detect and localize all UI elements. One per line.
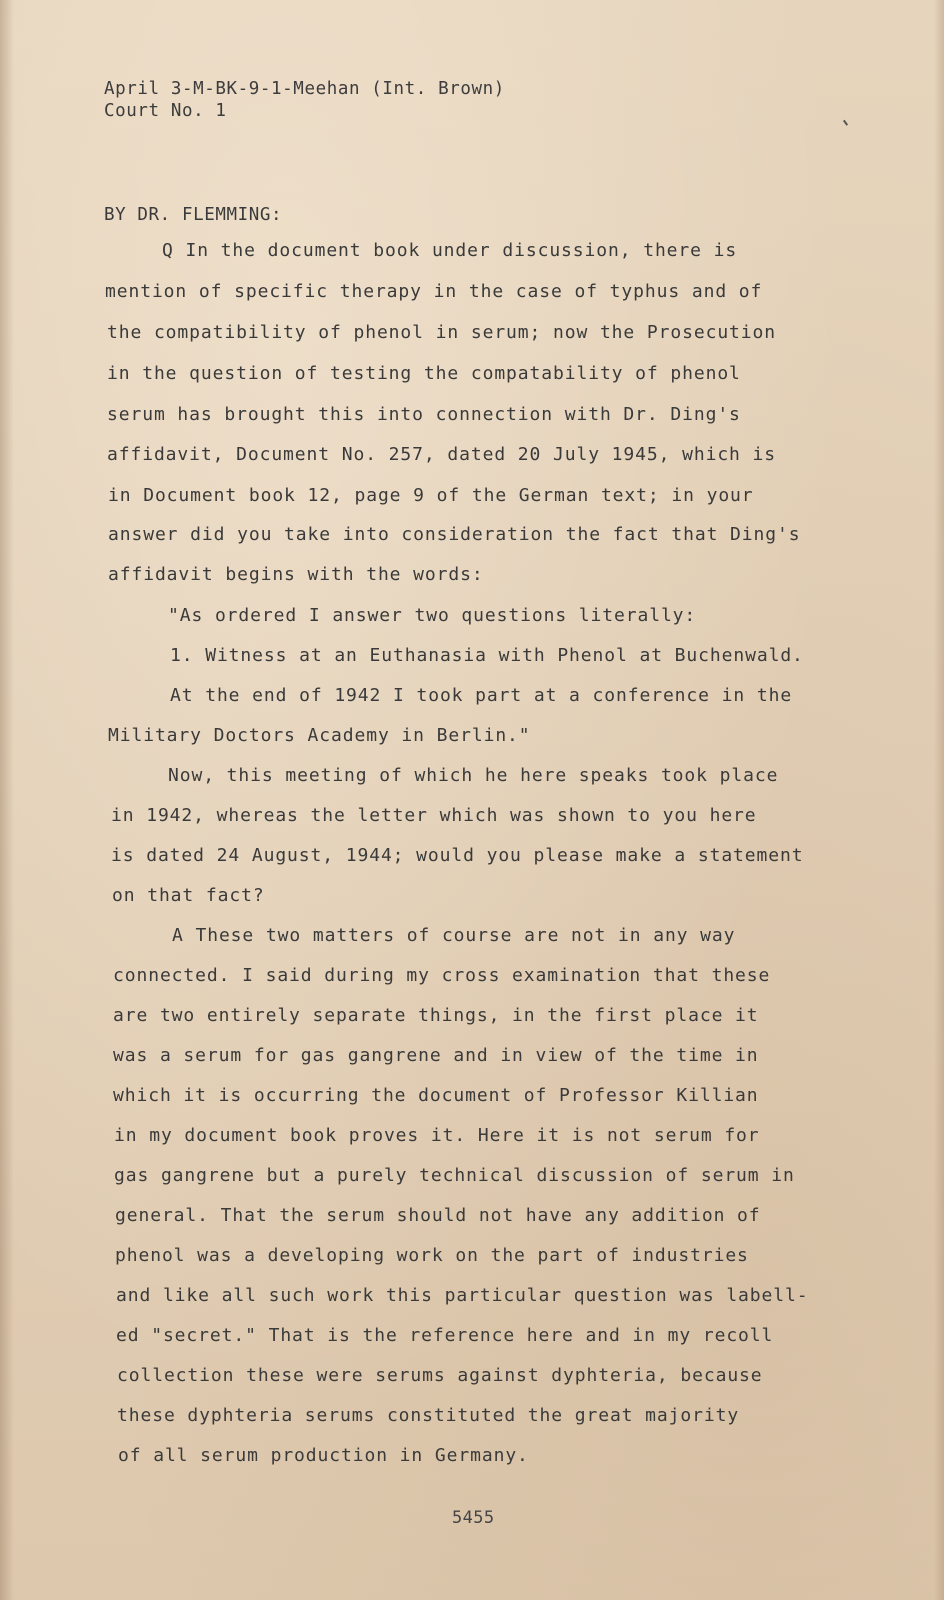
body-line: serum has brought this into connection with Dr. Ding's [107, 404, 741, 425]
body-line: mention of specific therapy in the case of typhus and of [105, 281, 763, 302]
answer-line: ed "secret." That is the reference here and in my recoll [116, 1325, 774, 1346]
answer-line: gas gangrene but a purely technical discussion of serum in [114, 1165, 795, 1186]
answer-line: of all serum production in Germany. [118, 1445, 529, 1466]
answer-line: collection these were serums against dyphteria, because [117, 1365, 763, 1386]
answer-line: connected. I said during my cross examination that these [113, 965, 771, 986]
body-line: in Document book 12, page 9 of the German text; in your [108, 485, 754, 506]
body-line: affidavit, Document No. 257, dated 20 July 1945, which is [107, 444, 777, 465]
answer-line: in my document book proves it. Here it is not serum for [114, 1125, 760, 1146]
speaker-label: BY DR. FLEMMING: [104, 205, 283, 225]
body-line: Q In the document book under discussion, there is [162, 240, 738, 261]
page-number: 5455 [452, 1508, 495, 1528]
quote-line: At the end of 1942 I took part at a conference in the [170, 685, 793, 706]
document-header [104, 78, 505, 122]
header-line-2: Court No. 1 [104, 101, 227, 121]
answer-line: which it is occurring the document of Professor Killian [113, 1085, 759, 1106]
body-line: affidavit begins with the words: [108, 564, 484, 585]
margin-tick-mark [843, 116, 853, 126]
answer-line: and like all such work this particular question was labell- [116, 1285, 809, 1306]
header-line-1: April 3-M-BK-9-1-Meehan (Int. Brown) [104, 79, 505, 99]
body-line: Now, this meeting of which he here speaks took place [168, 765, 779, 786]
body-line: on that fact? [112, 885, 265, 906]
right-edge-shadow [934, 0, 944, 1600]
quote-line: 1. Witness at an Euthanasia with Phenol at Buchenwald. [170, 645, 804, 666]
answer-line: phenol was a developing work on the part of industries [115, 1245, 749, 1266]
answer-line: A These two matters of course are not in any way [172, 925, 736, 946]
answer-line: are two entirely separate things, in the first place it [113, 1005, 759, 1026]
body-line: answer did you take into consideration the fact that Ding's [108, 524, 801, 545]
binding-edge-shadow [0, 0, 14, 1600]
quote-line: "As ordered I answer two questions literally: [168, 605, 697, 626]
answer-line: these dyphteria serums constituted the great majority [117, 1405, 740, 1426]
body-line: in the question of testing the compatability of phenol [107, 363, 741, 384]
body-line: in 1942, whereas the letter which was shown to you here [111, 805, 757, 826]
quote-line: Military Doctors Academy in Berlin." [108, 725, 531, 746]
answer-line: general. That the serum should not have any addition of [115, 1205, 761, 1226]
answer-line: was a serum for gas gangrene and in view of the time in [113, 1045, 759, 1066]
body-line: the compatibility of phenol in serum; now the Prosecution [107, 322, 777, 343]
body-line: is dated 24 August, 1944; would you please make a statement [111, 845, 804, 866]
